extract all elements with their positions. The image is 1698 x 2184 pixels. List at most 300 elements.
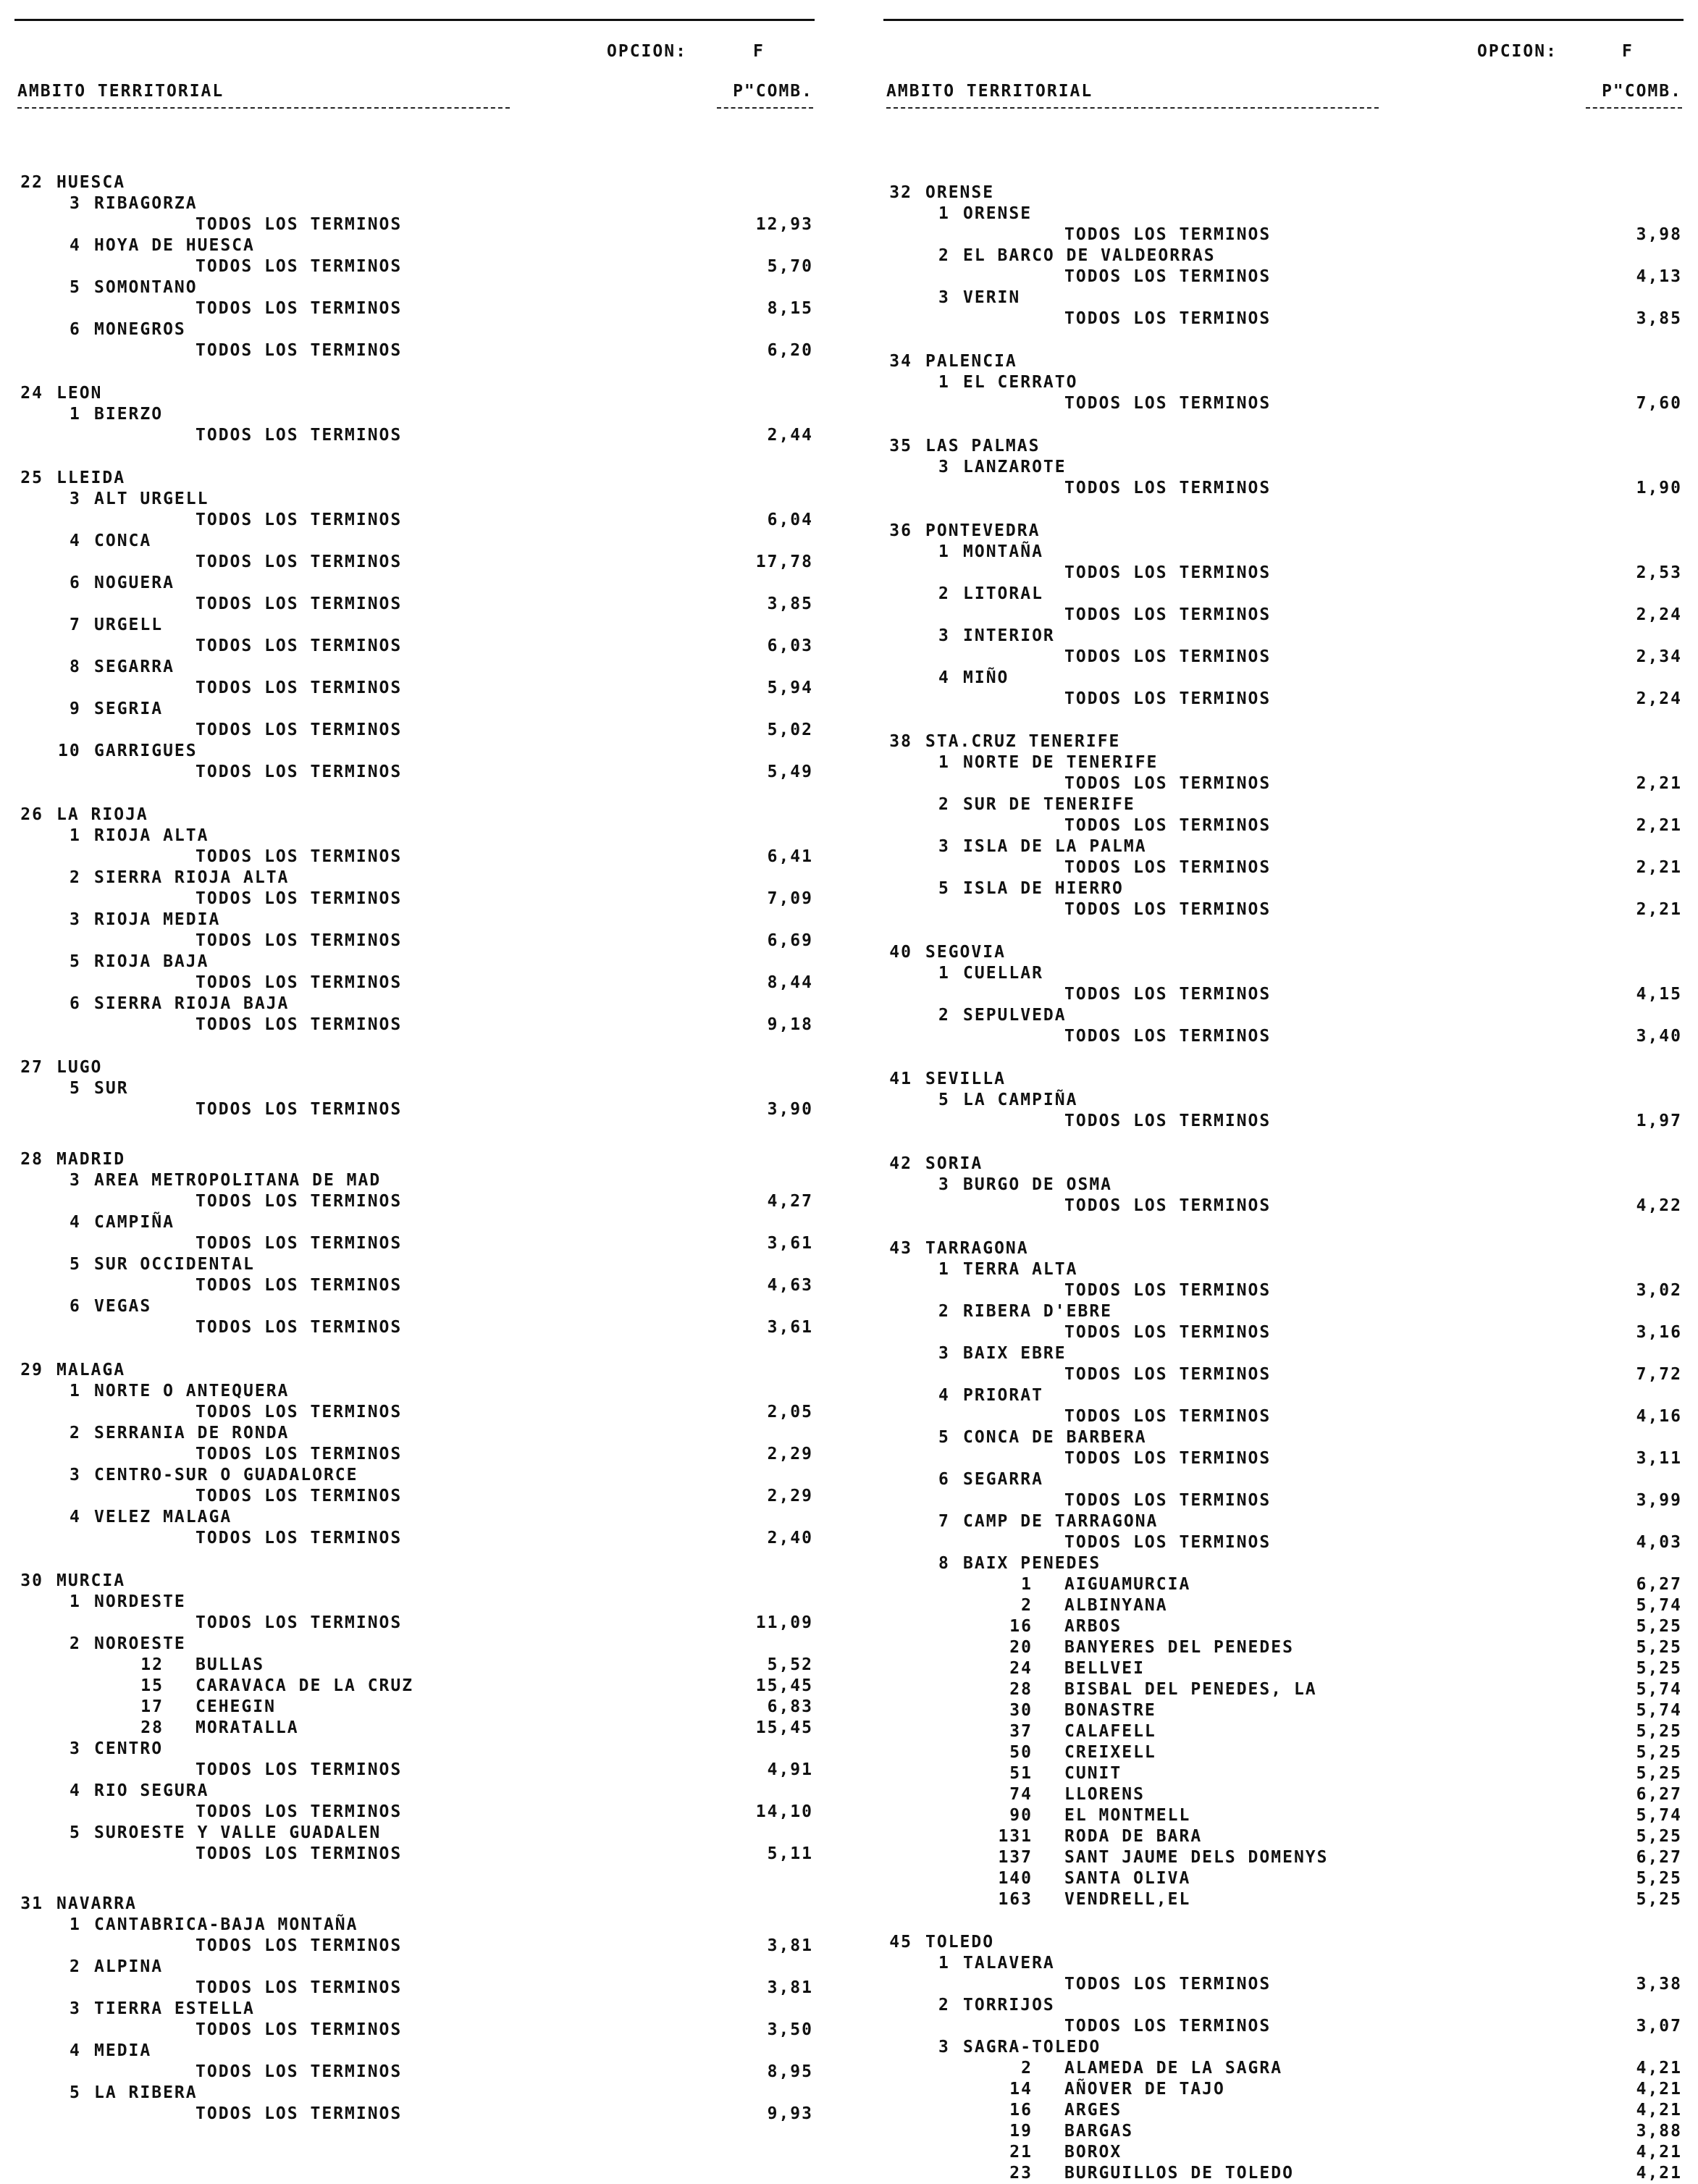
province-code: 35 <box>889 437 912 455</box>
comarca-row <box>0 1078 829 1099</box>
terminos-row <box>869 266 1698 287</box>
comarca-row <box>0 531 829 552</box>
comarca-name: BURGO DE OSMA <box>963 1175 1113 1194</box>
pcomb-value: 1,97 <box>1636 1112 1682 1130</box>
comarca-code: 1 <box>70 405 81 424</box>
comarca-code: 1 <box>938 753 950 772</box>
comarca-code: 8 <box>938 1554 950 1573</box>
comarca-name: NORTE DE TENERIFE <box>963 753 1159 772</box>
comarca-row <box>0 699 829 720</box>
municipio-row <box>869 2163 1698 2184</box>
comarca-row <box>0 868 829 889</box>
pcomb-value: 5,52 <box>767 1655 813 1674</box>
terminos-row <box>0 1015 829 1036</box>
municipio-name: CUNIT <box>1064 1764 1122 1783</box>
municipio-row <box>0 1718 829 1739</box>
terminos-row <box>869 1026 1698 1047</box>
comarca-code: 3 <box>70 1999 81 2018</box>
pcomb-value: 4,03 <box>1636 1533 1682 1552</box>
municipio-name: BISBAL DEL PENEDES, LA <box>1064 1680 1317 1699</box>
comarca-code: 2 <box>938 584 950 603</box>
comarca-name: GARRIGUES <box>94 742 198 760</box>
municipio-row <box>869 2100 1698 2121</box>
pcomb-value: 3,61 <box>767 1234 813 1253</box>
opcion-label: OPCION: <box>607 42 687 61</box>
comarca-name: RIOJA ALTA <box>94 826 209 845</box>
terminos-row <box>869 899 1698 920</box>
terminos-label: TODOS LOS TERMINOS <box>196 931 403 950</box>
comarca-name: LITORAL <box>963 584 1043 603</box>
comarca-name: EL BARCO DE VALDEORRAS <box>963 246 1216 265</box>
terminos-label: TODOS LOS TERMINOS <box>196 679 403 697</box>
comarca-name: SEGARRA <box>94 658 175 676</box>
comarca-code: 5 <box>938 1091 950 1109</box>
pcomb-value: 5,25 <box>1636 1743 1682 1762</box>
terminos-row <box>0 1099 829 1120</box>
terminos-row <box>869 2016 1698 2037</box>
province-code: 40 <box>889 943 912 962</box>
terminos-label: TODOS LOS TERMINOS <box>196 763 403 781</box>
terminos-row <box>0 931 829 952</box>
province-name: PONTEVEDRA <box>925 521 1041 540</box>
comarca-code: 3 <box>938 1175 950 1194</box>
municipio-row <box>869 1595 1698 1616</box>
comarca-code: 3 <box>70 1171 81 1190</box>
comarca-row <box>869 1343 1698 1364</box>
terminos-row <box>869 1406 1698 1427</box>
pcomb-value: 15,45 <box>755 1718 813 1737</box>
terminos-label: TODOS LOS TERMINOS <box>1064 985 1272 1004</box>
comarca-code: 3 <box>70 1739 81 1758</box>
pcomb-value: 4,21 <box>1636 2080 1682 2099</box>
comarca-name: ISLA DE HIERRO <box>963 879 1124 898</box>
comarca-name: RIBERA D'EBRE <box>963 1302 1113 1321</box>
terminos-label: TODOS LOS TERMINOS <box>196 1487 403 1505</box>
comarca-row <box>0 952 829 973</box>
terminos-row <box>0 1936 829 1957</box>
municipio-row <box>869 1574 1698 1595</box>
terminos-row <box>0 889 829 910</box>
pcomb-value: 4,21 <box>1636 2164 1682 2183</box>
terminos-row <box>0 552 829 573</box>
terminos-label: TODOS LOS TERMINOS <box>1064 858 1272 877</box>
terminos-label: TODOS LOS TERMINOS <box>1064 1196 1272 1215</box>
comarca-row <box>869 372 1698 393</box>
municipio-name: BONASTRE <box>1064 1701 1156 1720</box>
comarca-code: 2 <box>938 795 950 814</box>
terminos-label: TODOS LOS TERMINOS <box>1064 1112 1272 1130</box>
comarca-code: 6 <box>70 320 81 339</box>
municipio-row <box>869 1868 1698 1889</box>
comarca-row <box>869 1427 1698 1448</box>
municipio-row <box>0 1697 829 1718</box>
terminos-row <box>0 973 829 994</box>
terminos-row <box>869 689 1698 710</box>
pcomb-value: 1,90 <box>1636 479 1682 497</box>
comarca-code: 3 <box>938 626 950 645</box>
comarca-name: MEDIA <box>94 2041 152 2060</box>
municipio-code: 12 <box>140 1655 164 1674</box>
comarca-name: RIO SEGURA <box>94 1781 209 1800</box>
pcomb-value: 3,85 <box>1636 309 1682 328</box>
municipio-row <box>869 1847 1698 1868</box>
province-row <box>869 182 1698 203</box>
comarca-code: 1 <box>938 542 950 561</box>
province-code: 42 <box>889 1154 912 1173</box>
comarca-name: TERRA ALTA <box>963 1260 1078 1279</box>
municipio-code: 16 <box>1009 2101 1033 2120</box>
opcion-value: F <box>1622 42 1634 61</box>
province-code: 43 <box>889 1239 912 1258</box>
comarca-name: LANZAROTE <box>963 458 1067 476</box>
terminos-label: TODOS LOS TERMINOS <box>196 299 403 318</box>
pcomb-value: 5,25 <box>1636 1617 1682 1636</box>
province-name: HUESCA <box>56 173 126 192</box>
pcomb-value: 6,20 <box>767 341 813 360</box>
municipio-code: 15 <box>140 1676 164 1695</box>
comarca-name: LA CAMPIÑA <box>963 1091 1078 1109</box>
province-code: 45 <box>889 1933 912 1952</box>
municipio-code: 163 <box>998 1890 1033 1909</box>
province-name: ORENSE <box>925 183 995 202</box>
province-code: 36 <box>889 521 912 540</box>
province-row <box>0 1057 829 1078</box>
comarca-name: RIOJA BAJA <box>94 952 209 971</box>
terminos-row <box>0 2104 829 2125</box>
terminos-row <box>869 857 1698 878</box>
comarca-name: NOROESTE <box>94 1634 186 1653</box>
province-code: 31 <box>20 1894 43 1913</box>
province-code: 22 <box>20 173 43 192</box>
terminos-row <box>0 1486 829 1507</box>
province-name: STA.CRUZ TENERIFE <box>925 732 1121 751</box>
comarca-name: BAIX EBRE <box>963 1344 1067 1363</box>
province-name: NAVARRA <box>56 1894 137 1913</box>
terminos-row <box>869 1974 1698 1995</box>
comarca-row <box>869 836 1698 857</box>
pcomb-value: 4,21 <box>1636 2143 1682 2162</box>
terminos-row <box>869 1322 1698 1343</box>
pcomb-value: 4,27 <box>767 1192 813 1211</box>
comarca-row <box>869 963 1698 984</box>
comarca-name: MONTAÑA <box>963 542 1043 561</box>
comarca-name: SEGRIA <box>94 700 164 718</box>
municipio-name: BARGAS <box>1064 2122 1134 2141</box>
terminos-label: TODOS LOS TERMINOS <box>1064 2017 1272 2036</box>
terminos-row <box>0 1613 829 1634</box>
left-column <box>0 0 829 2168</box>
province-name: LEON <box>56 384 103 403</box>
municipio-name: CALAFELL <box>1064 1722 1156 1741</box>
comarca-name: SIERRA RIOJA BAJA <box>94 994 290 1013</box>
province-name: MALAGA <box>56 1361 126 1379</box>
comarca-row <box>0 1170 829 1191</box>
terminos-row <box>0 1844 829 1865</box>
terminos-row <box>0 1802 829 1823</box>
comarca-code: 6 <box>70 994 81 1013</box>
pcomb-value: 5,25 <box>1636 1722 1682 1741</box>
province-name: SORIA <box>925 1154 983 1173</box>
pcomb-dash-rule <box>717 107 813 109</box>
province-code: 28 <box>20 1150 43 1169</box>
pcomb-value: 8,44 <box>767 973 813 992</box>
terminos-row <box>869 1111 1698 1132</box>
terminos-label: TODOS LOS TERMINOS <box>1064 394 1272 413</box>
comarca-code: 8 <box>70 658 81 676</box>
comarca-row <box>869 794 1698 815</box>
comarca-code: 2 <box>938 1006 950 1025</box>
comarca-code: 2 <box>70 1957 81 1976</box>
comarca-code: 10 <box>58 742 81 760</box>
municipio-code: 24 <box>1009 1659 1033 1678</box>
comarca-row <box>0 2041 829 2062</box>
terminos-row <box>0 2020 829 2041</box>
terminos-label: TODOS LOS TERMINOS <box>196 553 403 571</box>
comarca-name: CENTRO <box>94 1739 164 1758</box>
comarca-row <box>0 1381 829 1402</box>
comarca-code: 3 <box>70 194 81 213</box>
terminos-label: TODOS LOS TERMINOS <box>1064 1365 1272 1384</box>
comarca-name: SERRANIA DE RONDA <box>94 1424 290 1442</box>
comarca-name: SOMONTANO <box>94 278 198 297</box>
terminos-label: TODOS LOS TERMINOS <box>1064 1407 1272 1426</box>
municipio-code: 28 <box>1009 1680 1033 1699</box>
terminos-row <box>0 1191 829 1212</box>
municipio-row <box>869 2121 1698 2142</box>
terminos-label: TODOS LOS TERMINOS <box>1064 309 1272 328</box>
comarca-code: 6 <box>70 574 81 592</box>
pcomb-value: 2,21 <box>1636 900 1682 919</box>
terminos-label: TODOS LOS TERMINOS <box>196 1936 403 1955</box>
municipio-code: 51 <box>1009 1764 1033 1783</box>
top-rule <box>883 19 1684 21</box>
comarca-code: 2 <box>938 1996 950 2015</box>
comarca-row <box>0 1423 829 1444</box>
pcomb-value: 6,27 <box>1636 1575 1682 1594</box>
pcomb-value: 4,15 <box>1636 985 1682 1004</box>
terminos-label: TODOS LOS TERMINOS <box>196 257 403 276</box>
comarca-code: 5 <box>70 1255 81 1274</box>
terminos-label: TODOS LOS TERMINOS <box>1064 1533 1272 1552</box>
comarca-name: PRIORAT <box>963 1386 1043 1405</box>
ambito-dash-rule <box>886 107 1379 109</box>
comarca-code: 1 <box>938 373 950 392</box>
province-name: SEGOVIA <box>925 943 1006 962</box>
comarca-row <box>869 1511 1698 1532</box>
pcomb-value: 3,40 <box>1636 1027 1682 1046</box>
comarca-row <box>0 1592 829 1613</box>
pcomb-value: 2,40 <box>767 1529 813 1547</box>
comarca-row <box>0 910 829 931</box>
province-row <box>869 1069 1698 1090</box>
comarca-code: 5 <box>938 1428 950 1447</box>
province-row <box>0 805 829 826</box>
comarca-name: CONCA DE BARBERA <box>963 1428 1147 1447</box>
comarca-name: HOYA DE HUESCA <box>94 236 255 255</box>
terminos-label: TODOS LOS TERMINOS <box>196 1234 403 1253</box>
comarca-code: 4 <box>70 1508 81 1526</box>
municipio-code: 17 <box>140 1697 164 1716</box>
province-row <box>0 1571 829 1592</box>
municipio-row <box>869 1826 1698 1847</box>
pcomb-value: 12,93 <box>755 215 813 234</box>
comarca-code: 4 <box>938 1386 950 1405</box>
comarca-row <box>0 615 829 636</box>
terminos-label: TODOS LOS TERMINOS <box>196 1318 403 1337</box>
pcomb-value: 8,15 <box>767 299 813 318</box>
terminos-label: TODOS LOS TERMINOS <box>1064 1281 1272 1300</box>
comarca-code: 1 <box>938 1954 950 1973</box>
comarca-row <box>0 1999 829 2020</box>
pcomb-value: 5,49 <box>767 763 813 781</box>
comarca-row <box>0 657 829 678</box>
province-row <box>869 1238 1698 1259</box>
province-code: 32 <box>889 183 912 202</box>
comarca-code: 5 <box>70 1079 81 1098</box>
municipio-code: 1 <box>1021 1575 1033 1594</box>
terminos-row <box>869 984 1698 1005</box>
comarca-row <box>0 826 829 847</box>
ambito-header: AMBITO TERRITORIAL <box>886 82 1093 101</box>
top-rule <box>14 19 815 21</box>
comarca-row <box>869 1301 1698 1322</box>
comarca-code: 2 <box>70 1634 81 1653</box>
terminos-label: TODOS LOS TERMINOS <box>196 1529 403 1547</box>
province-row <box>0 1894 829 1915</box>
pcomb-value: 2,05 <box>767 1403 813 1421</box>
terminos-row <box>0 256 829 277</box>
pcomb-value: 5,25 <box>1636 1869 1682 1888</box>
municipio-row <box>869 1721 1698 1742</box>
municipio-row <box>869 1700 1698 1721</box>
terminos-label: TODOS LOS TERMINOS <box>196 1802 403 1821</box>
comarca-code: 5 <box>70 1823 81 1842</box>
pcomb-value: 5,74 <box>1636 1806 1682 1825</box>
comarca-row <box>869 1005 1698 1026</box>
comarca-name: LA RIBERA <box>94 2083 198 2102</box>
comarca-name: VEGAS <box>94 1297 152 1316</box>
terminos-row <box>869 393 1698 414</box>
pcomb-value: 3,81 <box>767 1978 813 1997</box>
pcomb-value: 17,78 <box>755 553 813 571</box>
terminos-label: TODOS LOS TERMINOS <box>1064 1491 1272 1510</box>
pcomb-value: 4,13 <box>1636 267 1682 286</box>
comarca-code: 3 <box>938 458 950 476</box>
municipio-row <box>0 1676 829 1697</box>
terminos-label: TODOS LOS TERMINOS <box>1064 900 1272 919</box>
ambito-dash-rule <box>17 107 510 109</box>
comarca-row <box>869 668 1698 689</box>
comarca-name: SAGRA-TOLEDO <box>963 2038 1101 2057</box>
opcion-value: F <box>753 42 765 61</box>
ambito-header: AMBITO TERRITORIAL <box>17 82 224 101</box>
pcomb-value: 6,04 <box>767 511 813 529</box>
terminos-label: TODOS LOS TERMINOS <box>1064 774 1272 793</box>
municipio-code: 20 <box>1009 1638 1033 1657</box>
pcomb-value: 3,88 <box>1636 2122 1682 2141</box>
terminos-label: TODOS LOS TERMINOS <box>196 721 403 739</box>
pcomb-value: 3,16 <box>1636 1323 1682 1342</box>
comarca-row <box>869 1175 1698 1196</box>
pcomb-value: 3,81 <box>767 1936 813 1955</box>
province-code: 29 <box>20 1361 43 1379</box>
comarca-code: 4 <box>938 668 950 687</box>
province-code: 41 <box>889 1070 912 1088</box>
comarca-name: MIÑO <box>963 668 1009 687</box>
pcomb-value: 2,24 <box>1636 689 1682 708</box>
comarca-code: 2 <box>70 1424 81 1442</box>
municipio-code: 50 <box>1009 1743 1033 1762</box>
comarca-row <box>0 1915 829 1936</box>
terminos-row <box>0 298 829 319</box>
comarca-row <box>869 542 1698 563</box>
province-code: 27 <box>20 1058 43 1077</box>
comarca-name: CONCA <box>94 532 152 550</box>
municipio-code: 30 <box>1009 1701 1033 1720</box>
comarca-code: 5 <box>70 278 81 297</box>
comarca-code: 5 <box>70 2083 81 2102</box>
pcomb-value: 9,93 <box>767 2104 813 2123</box>
municipio-row <box>869 1889 1698 1910</box>
municipio-code: 19 <box>1009 2122 1033 2141</box>
terminos-row <box>0 1317 829 1338</box>
municipio-code: 16 <box>1009 1617 1033 1636</box>
pcomb-value: 5,25 <box>1636 1827 1682 1846</box>
comarca-name: RIBAGORZA <box>94 194 198 213</box>
pcomb-value: 3,11 <box>1636 1449 1682 1468</box>
comarca-code: 1 <box>70 1592 81 1611</box>
comarca-row <box>0 573 829 594</box>
terminos-row <box>869 478 1698 499</box>
terminos-label: TODOS LOS TERMINOS <box>196 1445 403 1463</box>
municipio-name: ALBINYANA <box>1064 1596 1168 1615</box>
terminos-label: TODOS LOS TERMINOS <box>196 1100 403 1119</box>
comarca-name: NORDESTE <box>94 1592 186 1611</box>
pcomb-value: 7,60 <box>1636 394 1682 413</box>
municipio-row <box>0 1655 829 1676</box>
pcomb-value: 4,63 <box>767 1276 813 1295</box>
terminos-row <box>0 762 829 783</box>
municipio-code: 137 <box>998 1848 1033 1867</box>
comarca-code: 4 <box>70 2041 81 2060</box>
province-row <box>869 436 1698 457</box>
comarca-code: 3 <box>938 837 950 856</box>
terminos-label: TODOS LOS TERMINOS <box>196 847 403 866</box>
pcomb-value: 5,70 <box>767 257 813 276</box>
terminos-label: TODOS LOS TERMINOS <box>196 973 403 992</box>
comarca-name: SUR DE TENERIFE <box>963 795 1135 814</box>
comarca-name: CAMPIÑA <box>94 1213 175 1232</box>
comarca-row <box>869 457 1698 478</box>
pcomb-value: 3,90 <box>767 1100 813 1119</box>
terminos-row <box>869 1448 1698 1469</box>
terminos-label: TODOS LOS TERMINOS <box>1064 647 1272 666</box>
pcomb-value: 4,21 <box>1636 2059 1682 2078</box>
terminos-label: TODOS LOS TERMINOS <box>1064 605 1272 624</box>
municipio-name: AÑOVER DE TAJO <box>1064 2080 1225 2099</box>
municipio-row <box>869 1742 1698 1763</box>
terminos-row <box>869 1532 1698 1553</box>
municipio-name: BELLVEI <box>1064 1659 1145 1678</box>
province-name: LA RIOJA <box>56 805 148 824</box>
comarca-name: NORTE O ANTEQUERA <box>94 1382 290 1400</box>
terminos-label: TODOS LOS TERMINOS <box>1064 1975 1272 1994</box>
comarca-row <box>869 1953 1698 1974</box>
comarca-row <box>0 193 829 214</box>
terminos-label: TODOS LOS TERMINOS <box>196 1613 403 1632</box>
province-row <box>0 383 829 404</box>
comarca-code: 2 <box>938 246 950 265</box>
